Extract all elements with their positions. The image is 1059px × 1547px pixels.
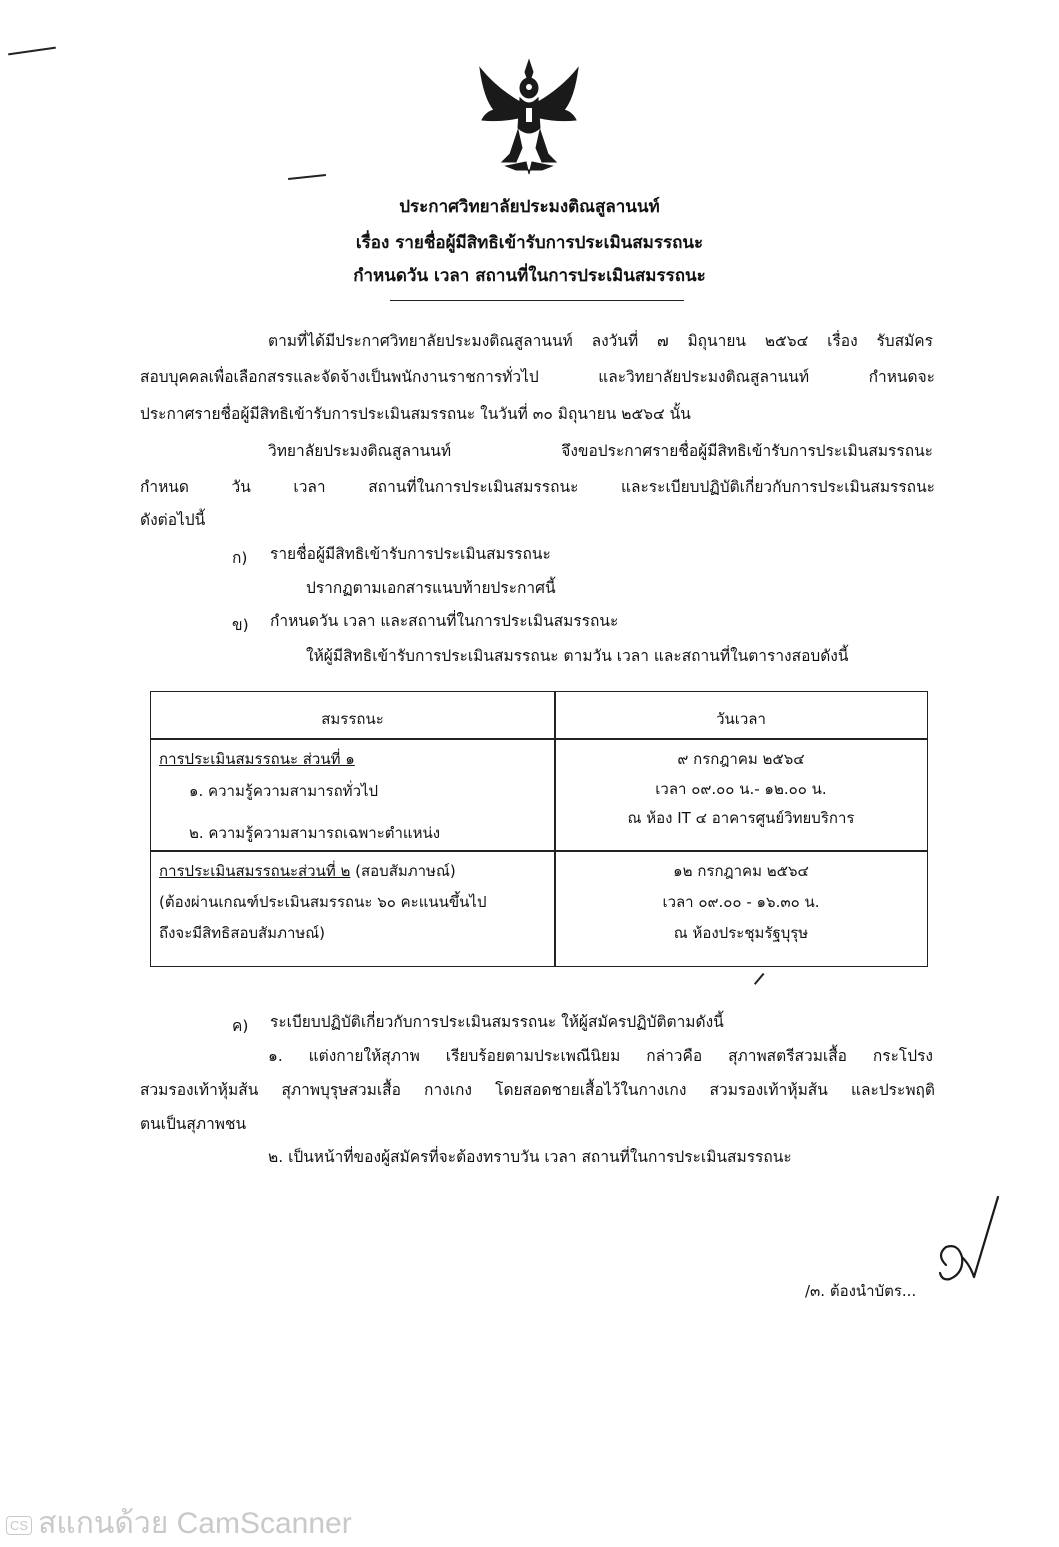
camscanner-logo-icon: CS — [6, 1516, 32, 1535]
rule-1-line: ตนเป็นสุภาพชน — [140, 1115, 247, 1133]
row2-note: (ต้องผ่านเกณฑ์ประเมินสมรรถนะ ๖๐ คะแนนขึ้นไป — [159, 893, 487, 911]
announcement-title: ประกาศวิทยาลัยประมงติณสูลานนท์ — [399, 197, 660, 217]
item-a-title: รายชื่อผู้มีสิทธิเข้ารับการประเมินสมรรถนะ — [270, 545, 551, 563]
subject-line: เรื่อง รายชื่อผู้มีสิทธิเข้ารับการประเมินสมรรถนะ — [355, 233, 704, 253]
row2-place: ณ ห้องประชุมรัฐบุรุษ — [673, 924, 809, 942]
item-c-marker: ค) — [232, 1017, 249, 1035]
intro-paragraph-line: ตามที่ได้มีประกาศวิทยาลัยประมงติณสูลานนท์ ลงวันที่ ๗ มิถุนายน ๒๕๖๔ เรื่อง รับสมัคร — [268, 332, 933, 350]
row2-note: ถึงจะมีสิทธิสอบสัมภาษณ์) — [159, 924, 326, 942]
title-underline — [390, 300, 684, 301]
scanner-watermark-text: สแกนด้วย CamScanner — [38, 1507, 352, 1540]
rule-1-line: ๑. แต่งกายให้สุภาพ เรียบร้อยตามประเพณีนิยม กล่าวคือ สุภาพสตรีสวมเสื้อ กระโปรง — [268, 1047, 933, 1065]
row1-place: ณ ห้อง IT ๔ อาคารศูนย์วิทยบริการ — [627, 809, 855, 827]
table-header-datetime: วันเวลา — [716, 710, 766, 728]
stray-pen-mark — [754, 973, 764, 985]
intro-paragraph-line: สอบบุคคลเพื่อเลือกสรรและจัดจ้างเป็นพนักงานราชการทั่วไป และวิทยาลัยประมงติณสูลานนท์ กำหนดจะ — [140, 368, 935, 386]
rule-1-line: สวมรองเท้าหุ้มส้น สุภาพบุรุษสวมเสื้อ กางเกง โดยสอดชายเสื้อไว้ในกางเกง สวมรองเท้าหุ้มส้น และประพฤติ — [140, 1081, 935, 1099]
garuda-emblem-icon — [476, 58, 582, 176]
row1-title: การประเมินสมรรถนะ ส่วนที่ ๑ — [159, 750, 355, 768]
continuation-note: /๓. ต้องนำบัตร... — [805, 1282, 917, 1300]
item-a-detail: ปรากฏตามเอกสารแนบท้ายประกาศนี้ — [306, 579, 556, 597]
stray-pen-mark — [288, 174, 326, 179]
stray-pen-mark — [8, 47, 56, 56]
subject-line-2: กำหนดวัน เวลา สถานที่ในการประเมินสมรรถนะ — [353, 266, 706, 286]
row2-date: ๑๒ กรกฎาคม ๒๕๖๔ — [673, 862, 809, 880]
row1-subitem: ๒. ความรู้ความสามารถเฉพาะตำแหน่ง — [189, 824, 441, 842]
item-a-marker: ก) — [232, 549, 248, 567]
scanner-watermark — [6, 1500, 352, 1547]
intro-paragraph-line: กำหนด วัน เวลา สถานที่ในการประเมินสมรรถนะ และระเบียบปฏิบัติเกี่ยวกับการประเมินสมรรถนะ — [140, 478, 935, 496]
row1-subitem: ๑. ความรู้ความสามารถทั่วไป — [189, 782, 379, 800]
handwritten-signature — [928, 1195, 1008, 1295]
item-b-title: กำหนดวัน เวลา และสถานที่ในการประเมินสมรรถนะ — [270, 612, 619, 630]
row1-date: ๙ กรกฎาคม ๒๕๖๔ — [677, 750, 805, 768]
item-b-marker: ข) — [232, 616, 249, 634]
row2-title-line — [159, 859, 456, 883]
intro-paragraph-line: ดังต่อไปนี้ — [140, 511, 206, 529]
table-header-competency: สมรรถนะ — [321, 710, 384, 728]
row2-title: การประเมินสมรรถนะส่วนที่ ๒ — [159, 862, 351, 880]
intro-paragraph-line: ประกาศรายชื่อผู้มีสิทธิเข้ารับการประเมินสมรรถนะ ในวันที่ ๓๐ มิถุนายน ๒๕๖๔ นั้น — [140, 405, 691, 423]
row2-title-suffix: (สอบสัมภาษณ์) — [350, 862, 456, 880]
table-divider — [151, 738, 927, 740]
intro-paragraph-line: วิทยาลัยประมงติณสูลานนท์ จึงขอประกาศรายชื่อผู้มีสิทธิเข้ารับการประเมินสมรรถนะ — [268, 442, 933, 460]
rule-2-line: ๒. เป็นหน้าที่ของผู้สมัครที่จะต้องทราบวัน เวลา สถานที่ในการประเมินสมรรถนะ — [268, 1148, 792, 1166]
item-b-detail: ให้ผู้มีสิทธิเข้ารับการประเมินสมรรถนะ ตามวัน เวลา และสถานที่ในตารางสอบดังนี้ — [306, 647, 849, 665]
row2-time: เวลา ๐๙.๐๐ - ๑๖.๓๐ น. — [662, 893, 820, 911]
schedule-table — [150, 691, 928, 967]
item-c-title: ระเบียบปฏิบัติเกี่ยวกับการประเมินสมรรถนะ ให้ผู้สมัครปฏิบัติตามดังนี้ — [270, 1013, 724, 1031]
table-divider — [151, 850, 927, 852]
row1-time: เวลา ๐๙.๐๐ น.- ๑๒.๐๐ น. — [655, 780, 827, 798]
